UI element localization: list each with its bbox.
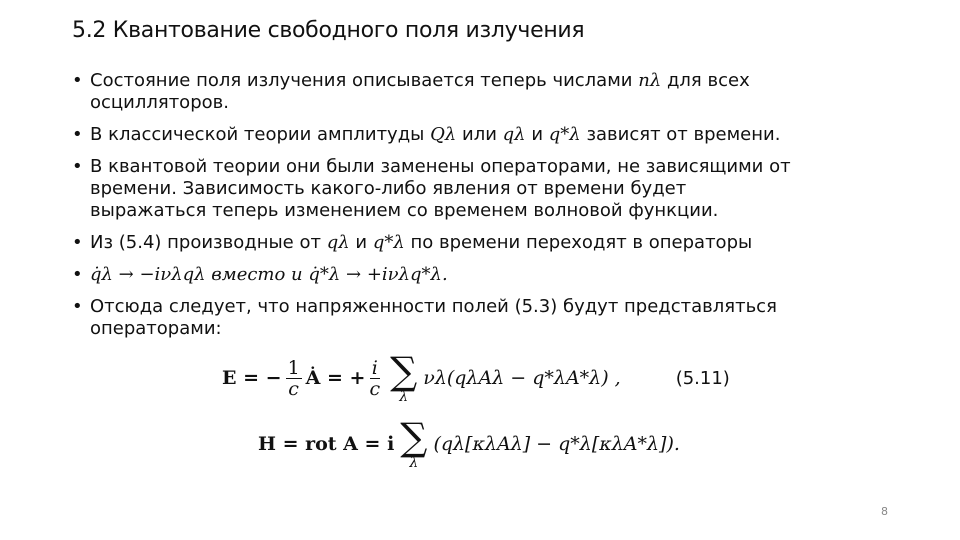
sum-sign-icon: ∑ bbox=[390, 349, 418, 393]
bullet-6-text: Отсюда следует, что напряженности полей (5.3) будут представляться операторами: bbox=[90, 296, 777, 339]
bullet-3 bbox=[72, 156, 802, 222]
bullet-4-tail: по времени переходят в операторы bbox=[410, 232, 753, 253]
bullet-4-text: Из (5.4) производные от bbox=[90, 232, 321, 253]
symbol-q-lambda: qλ bbox=[502, 124, 526, 145]
bullet-2-or: или bbox=[462, 124, 497, 145]
bullet-2-text: В классической теории амплитуды bbox=[90, 124, 425, 145]
eq2-lhs: H = rot A = i bbox=[258, 433, 395, 455]
eq2-body: (qλ[κλAλ] − q*λ[κλA*λ]). bbox=[433, 433, 680, 455]
page-number: 8 bbox=[881, 505, 888, 518]
bullet-1-text: Состояние поля излучения описывается теперь числами bbox=[90, 70, 633, 91]
eq1-mid: Ȧ = + bbox=[305, 367, 366, 389]
bullet-4 bbox=[72, 232, 802, 254]
symbol-n-lambda: nλ bbox=[638, 70, 662, 91]
eq1-sum-sub: λ bbox=[399, 389, 409, 405]
bullet-list bbox=[72, 70, 802, 350]
eq2-sum-sub: λ bbox=[409, 455, 419, 471]
eq1-frac1-num: 1 bbox=[287, 356, 300, 379]
equation-number: (5.11) bbox=[675, 367, 730, 389]
symbol-q-star-lambda: q*λ bbox=[548, 124, 581, 145]
eq2-summation bbox=[400, 415, 428, 471]
bullet-2-tail: зависят от времени. bbox=[586, 124, 781, 145]
eq1-lhs: E = − bbox=[222, 367, 282, 389]
bullet-5 bbox=[72, 264, 802, 286]
symbol-q-star-lambda-2: q*λ bbox=[372, 232, 405, 253]
bullet-3-text: В квантовой теории они были заменены операторами, не зависящими от времени. Зависимость какого-либо явления от времени будет выражаться теперь изменением со временем волновой функции. bbox=[90, 156, 791, 221]
operator-formula: q̇λ → −iνλqλ вместо и q̇*λ → +iνλq*λ. bbox=[90, 264, 448, 285]
eq1-fraction-2 bbox=[369, 358, 380, 399]
eq1-frac2-num: i bbox=[371, 356, 378, 379]
bullet-1 bbox=[72, 70, 802, 114]
eq1-body: νλ(qλAλ − q*λA*λ) , bbox=[423, 367, 621, 389]
bullet-6 bbox=[72, 296, 802, 340]
bullet-2-and: и bbox=[531, 124, 544, 145]
symbol-q-lambda-2: qλ bbox=[326, 232, 350, 253]
bullet-1-tail: для всех осцилляторов. bbox=[90, 70, 750, 113]
eq1-summation bbox=[390, 349, 418, 405]
equation-electric-field bbox=[222, 349, 730, 405]
eq1-frac2-den: c bbox=[369, 377, 381, 400]
eq1-frac1-den: c bbox=[288, 377, 299, 400]
symbol-Q-lambda: Qλ bbox=[430, 124, 457, 145]
equation-magnetic-field bbox=[258, 415, 680, 471]
slide-title: 5.2 Квантование свободного поля излучения bbox=[72, 18, 585, 43]
bullet-2 bbox=[72, 124, 802, 146]
eq1-fraction-1 bbox=[286, 358, 302, 399]
sum-sign-icon-2: ∑ bbox=[400, 415, 428, 459]
bullet-4-and: и bbox=[355, 232, 368, 253]
